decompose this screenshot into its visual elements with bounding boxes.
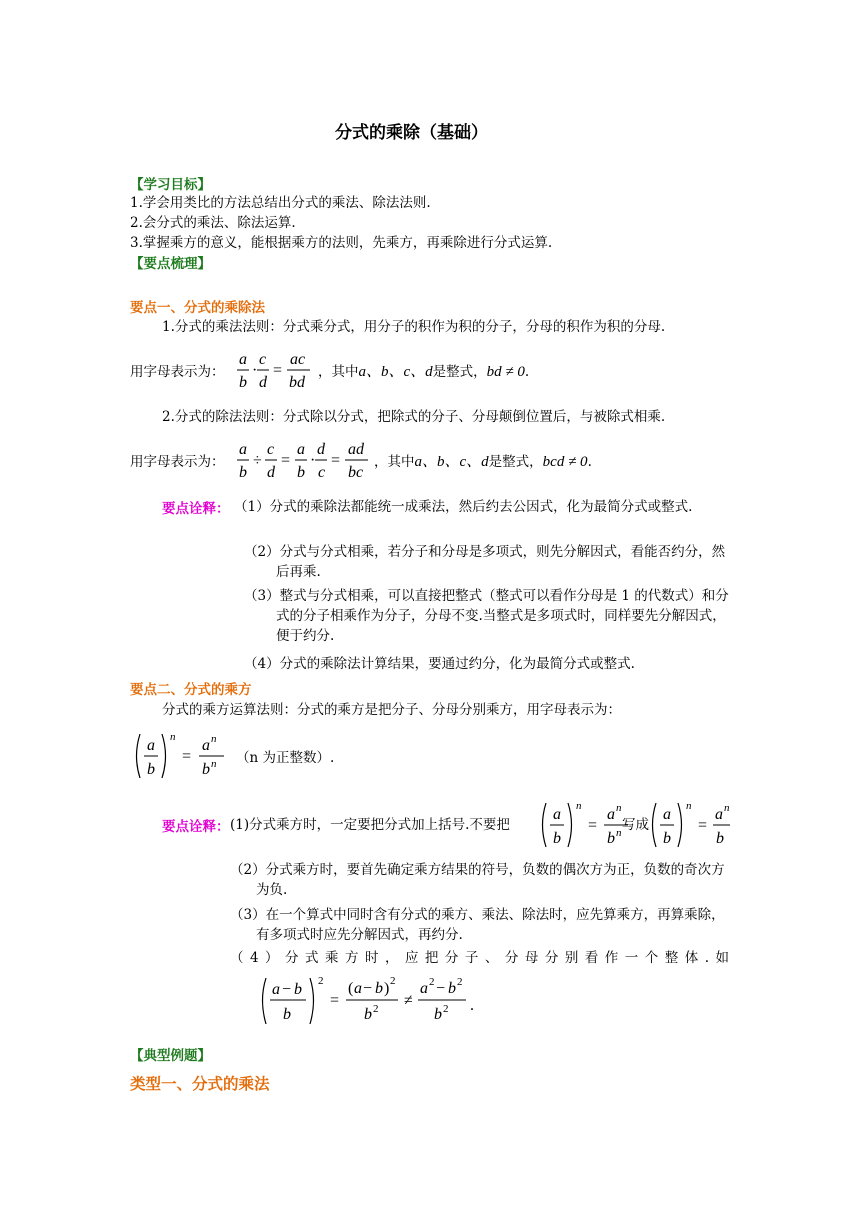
division-rule: 2.分式的除法法则：分式除以分式，把除式的分子、分母颠倒位置后，与被除式相乘. [162,409,666,425]
svg-text:a: a [715,806,723,823]
goal-item-2: 2.会分式的乘法、除法运算. [130,215,296,231]
svg-text:d: d [259,374,267,391]
svg-text:n: n [724,802,730,814]
svg-text:a: a [607,806,615,823]
power-note: （n 为正整数）. [236,750,335,766]
point-one-heading: 要点一、分式的乘除法 [130,300,265,316]
svg-text:−: − [282,981,292,998]
learning-goals-heading: 【学习目标】 [130,177,211,193]
svg-text:b: b [434,1006,442,1023]
svg-text:n: n [211,733,217,745]
svg-text:a: a [663,806,671,823]
power-formula [132,728,242,784]
svg-text:ad: ad [348,441,364,458]
note-1-4: （4）分式的乘除法计算结果，要通过约分，化为最简分式或整式. [244,656,635,672]
svg-text:−: − [436,980,446,997]
svg-text:bc: bc [348,464,364,481]
svg-text:2: 2 [443,1003,449,1015]
svg-text:.: . [470,997,474,1014]
svg-text:n: n [211,758,217,770]
svg-text:2: 2 [429,976,435,988]
svg-text:2: 2 [318,975,324,987]
multiplication-formula [234,346,316,396]
svg-text:ac: ac [290,351,306,368]
notes-label-1: 要点诠释： [162,501,230,517]
goal-item-1: 1.学会用类比的方法总结出分式的乘法、除法法则. [130,195,431,211]
note-2-4: （4）分式乘方时，应把分子、分母分别看作一个整体.如 [230,950,732,966]
goal-item-3: 3.掌握乘方的意义，能根据乘方的法则，先乘方，再乘除进行分式运算. [130,235,553,251]
multiplication-rule: 1.分式的乘法法则：分式乘分式，用分子的积作为积的分子，分母的积作为积的分母. [162,319,666,335]
letters-label-2: 用字母表示为： [130,454,225,470]
svg-text:b: b [607,830,615,847]
svg-text:a: a [553,806,561,823]
svg-text:(: ( [348,980,354,997]
div-where-text: ，其中a、b、c、d是整式，bcd ≠ 0. [374,454,592,470]
svg-text:b: b [716,830,724,847]
svg-text:b: b [663,830,671,847]
svg-text:a: a [202,737,210,754]
svg-text:=: = [588,817,598,834]
svg-text:n: n [616,827,622,839]
letters-label-1: 用字母表示为： [130,364,225,380]
power-rule: 分式的乘方运算法则：分式的乘方是把分子、分母分别乘方，用字母表示为： [162,702,621,718]
svg-text:a: a [272,981,280,998]
svg-text:b: b [239,464,247,481]
svg-text:2: 2 [373,1003,379,1015]
svg-text:n: n [170,731,176,743]
svg-text:n: n [576,800,582,812]
svg-text:=: = [281,452,291,469]
svg-text:a: a [239,351,247,368]
svg-text:): ) [384,980,390,997]
svg-text:b: b [364,1006,372,1023]
svg-text:b: b [375,980,383,997]
note-2-1-text: (1)分式乘方时，一定要把分式加上括号.不要把 [230,817,510,833]
svg-text:b: b [294,981,302,998]
svg-text:≠: ≠ [404,992,413,1009]
note-2-3: （3）在一个算式中同时含有分式的乘方、乘法、除法时，应先算乘方，再算乘除，有多项式时应先分解因式，再约分. [230,907,725,943]
svg-text:c: c [318,464,326,481]
svg-text:a: a [239,441,247,458]
svg-text:2: 2 [390,975,396,987]
svg-text:·: · [310,452,316,469]
examples-heading: 【典型例题】 [130,1048,211,1064]
svg-text:b: b [448,980,456,997]
svg-text:d: d [267,464,275,481]
svg-text:b: b [202,761,210,778]
notes-label-2: 要点诠释： [162,819,230,835]
mult-where-text: ，其中a、b、c、d是整式，bd ≠ 0. [318,364,530,380]
svg-text:c: c [267,441,275,458]
svg-text:b: b [239,374,247,391]
svg-text:bd: bd [289,374,305,391]
note-2-1-mid: 写成 [622,817,649,833]
svg-text:n: n [686,800,692,812]
svg-text:a: a [297,441,305,458]
svg-text:−: − [363,980,373,997]
svg-text:d: d [317,441,325,458]
svg-text:n: n [616,802,622,814]
svg-text:=: = [273,362,283,379]
point-two-heading: 要点二、分式的乘方 [130,682,252,698]
svg-text:=: = [330,992,340,1009]
svg-text:=: = [182,748,192,765]
note-1-2: （2）分式与分式相乘，若分子和分母是多项式，则先分解因式，看能否约分，然后再乘. [244,544,726,580]
wrong-power-formula-left [538,797,608,853]
svg-text:a: a [354,980,362,997]
svg-text:2: 2 [457,976,463,988]
note-1-1: （1）分式的乘除法都能统一成乘法，然后约去公因式，化为最简分式或整式. [234,499,693,515]
svg-text:b: b [147,761,155,778]
svg-text:a: a [147,737,155,754]
svg-text:b: b [297,464,305,481]
svg-text:c: c [259,351,267,368]
svg-text:a: a [420,980,428,997]
note-1-3: （3）整式与分式相乘，可以直接把整式（整式可以看作分母是 1 的代数式）和分式的分子相乘作为分子，分母不变.当整式是多项式时，同样要先分解因式，便于约分. [244,588,729,644]
svg-text:=: = [331,452,341,469]
wrong-power-formula-right [648,797,732,853]
key-points-heading: 【要点梳理】 [130,256,211,272]
page-title: 分式的乘除（基础） [335,123,488,143]
example-power-formula [258,972,478,1030]
svg-text:·: · [252,362,258,379]
division-formula [234,436,372,486]
svg-text:b: b [553,830,561,847]
note-2-2: （2）分式乘方时，要首先确定乘方结果的符号，负数的偶次方为正，负数的奇次方为负. [230,862,725,898]
svg-text:=: = [698,817,708,834]
svg-text:b: b [283,1006,291,1023]
type-one-heading: 类型一、分式的乘法 [130,1075,270,1093]
svg-text:÷: ÷ [253,452,262,469]
